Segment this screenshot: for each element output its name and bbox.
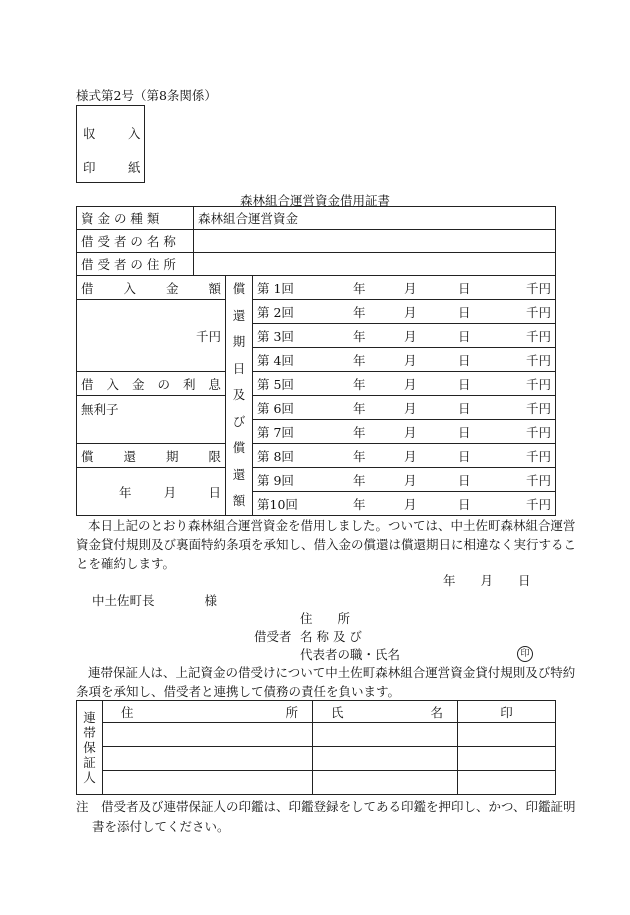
- repayment-row[interactable]: [253, 348, 556, 372]
- note-line-1: 注 借受者及び連帯保証人の印鑑は、印鑑登録をしてある印鑑を押印し、かつ、印鑑証明: [76, 799, 576, 814]
- repayment-day: 日: [458, 328, 471, 344]
- repayment-month: 月: [404, 496, 417, 512]
- repayment-day: 日: [458, 280, 471, 296]
- repayment-month: 月: [404, 448, 417, 464]
- repayment-unit: 千円: [525, 352, 551, 368]
- name-label: 借 受 者 の 名 称: [77, 230, 194, 253]
- guarantor-table: [76, 700, 556, 795]
- form-number: 様式第2号（第8条関係）: [76, 88, 217, 103]
- repayment-year: 年: [353, 472, 366, 488]
- guarantor-text-2: 条項を承知し、借受者と連携して債務の責任を負います。: [76, 684, 401, 699]
- repayment-number: 第10回: [257, 496, 298, 512]
- type-label: 資 金 の 種 類: [77, 207, 194, 230]
- address-value[interactable]: [194, 253, 556, 276]
- repayment-day: 日: [458, 448, 471, 464]
- repayment-year: 年: [353, 400, 366, 416]
- repayment-month: 月: [404, 280, 417, 296]
- repayment-year: 年: [353, 448, 366, 464]
- address-header: 住 所: [103, 701, 313, 723]
- repayment-month: 月: [404, 472, 417, 488]
- repayment-year: 年: [353, 376, 366, 392]
- name-header: 氏 名: [313, 701, 458, 723]
- repayment-unit: 千円: [525, 496, 551, 512]
- repayment-day: 日: [458, 424, 471, 440]
- repayment-year: 年: [353, 496, 366, 512]
- stamp-char: 収: [83, 126, 96, 141]
- body-line-1: 本日上記のとおり森林組合運営資金を借用しました。ついては、中土佐町森林組合運営: [88, 518, 576, 533]
- stamp-char: 印: [83, 160, 96, 175]
- deadline-value[interactable]: 年 月 日: [77, 468, 226, 516]
- repayment-unit: 千円: [525, 376, 551, 392]
- repayment-month: 月: [404, 328, 417, 344]
- amount-unit: 千円: [195, 328, 221, 344]
- guarantor-seal-cell[interactable]: [458, 723, 556, 747]
- repayment-month: 月: [404, 376, 417, 392]
- repayment-row[interactable]: [253, 300, 556, 324]
- guarantor-name-cell[interactable]: [313, 747, 458, 771]
- guarantor-seal-cell[interactable]: [458, 747, 556, 771]
- amount-value[interactable]: [77, 300, 226, 372]
- repayment-day: 日: [458, 496, 471, 512]
- repayment-header: 償 還 期 日 及 び 償 還 額: [226, 276, 253, 516]
- repayment-number: 第 6回: [257, 400, 294, 416]
- repayment-row[interactable]: [253, 396, 556, 420]
- stamp-char: 入: [128, 126, 141, 141]
- repayment-row[interactable]: [253, 276, 556, 300]
- name-value[interactable]: [194, 230, 556, 253]
- repayment-number: 第 9回: [257, 472, 294, 488]
- body-line-2: 資金貸付規則及び裏面特約条項を承知し、借入金の償還は償還期日に相違なく実行するこ: [76, 537, 577, 552]
- repayment-number: 第 2回: [257, 304, 294, 320]
- repayment-year: 年: [353, 424, 366, 440]
- representative-label: 代表者の職・氏名: [300, 647, 401, 662]
- repayment-day: 日: [458, 304, 471, 320]
- repayment-year: 年: [353, 328, 366, 344]
- type-value[interactable]: 森林組合運営資金: [194, 207, 556, 230]
- repayment-day: 日: [458, 472, 471, 488]
- repayment-number: 第 5回: [257, 376, 294, 392]
- address-label: 借 受 者 の 住 所: [77, 253, 194, 276]
- repayment-unit: 千円: [525, 424, 551, 440]
- repayment-day: 日: [458, 352, 471, 368]
- repayment-row[interactable]: [253, 324, 556, 348]
- repayment-unit: 千円: [525, 328, 551, 344]
- deadline-label: 償 還 期 限: [77, 444, 226, 468]
- addressee: 中土佐町長 様: [92, 593, 218, 608]
- interest-label: 借 入 金 の 利 息: [77, 372, 226, 396]
- repayment-year: 年: [353, 304, 366, 320]
- repayment-row[interactable]: [253, 372, 556, 396]
- borrower-address-label: 住 所: [300, 611, 351, 626]
- interest-value[interactable]: 無利子: [77, 396, 226, 444]
- body-line-3: とを確約します。: [76, 556, 176, 571]
- repayment-row[interactable]: [253, 468, 556, 492]
- info-table: [76, 206, 556, 276]
- repayment-unit: 千円: [525, 280, 551, 296]
- repayment-day: 日: [458, 400, 471, 416]
- repayment-year: 年: [353, 280, 366, 296]
- amount-label: 借 入 金 額: [77, 276, 226, 300]
- seal-mark: [517, 644, 533, 662]
- guarantor-address-cell[interactable]: [103, 771, 313, 795]
- repayment-month: 月: [404, 400, 417, 416]
- repayment-number: 第 8回: [257, 448, 294, 464]
- repayment-row[interactable]: [253, 492, 556, 516]
- seal-circle-icon: 印: [517, 646, 533, 662]
- repayment-number: 第 3回: [257, 328, 294, 344]
- guarantor-address-cell[interactable]: [103, 723, 313, 747]
- guarantor-side-label: 連 帯 保 証 人: [77, 701, 103, 795]
- repayment-unit: 千円: [525, 472, 551, 488]
- stamp-char: 紙: [128, 160, 141, 175]
- issue-date: 年 月 日: [443, 573, 531, 588]
- guarantor-seal-cell[interactable]: [458, 771, 556, 795]
- repayment-month: 月: [404, 424, 417, 440]
- document-title: 森林組合運営資金借用証書: [240, 193, 391, 208]
- guarantor-name-cell[interactable]: [313, 771, 458, 795]
- guarantor-text-1: 連帯保証人は、上記資金の借受けについて中土佐町森林組合運営資金貸付規則及び特約: [88, 665, 576, 680]
- repayment-number: 第 4回: [257, 352, 294, 368]
- repayment-table: [76, 275, 556, 516]
- repayment-row[interactable]: [253, 444, 556, 468]
- repayment-month: 月: [404, 304, 417, 320]
- seal-header: 印: [458, 701, 556, 723]
- repayment-unit: 千円: [525, 304, 551, 320]
- repayment-unit: 千円: [525, 448, 551, 464]
- repayment-day: 日: [458, 376, 471, 392]
- repayment-unit: 千円: [525, 400, 551, 416]
- revenue-stamp-box: [76, 105, 145, 183]
- repayment-number: 第 1回: [257, 280, 294, 296]
- borrower-name-label: 名 称 及 び: [300, 629, 362, 644]
- repayment-row[interactable]: [253, 420, 556, 444]
- guarantor-name-cell[interactable]: [313, 723, 458, 747]
- repayment-year: 年: [353, 352, 366, 368]
- note-line-2: 書を添付してください。: [92, 819, 230, 834]
- repayment-month: 月: [404, 352, 417, 368]
- borrower-label: 借受者: [254, 629, 292, 644]
- guarantor-address-cell[interactable]: [103, 747, 313, 771]
- repayment-number: 第 7回: [257, 424, 294, 440]
